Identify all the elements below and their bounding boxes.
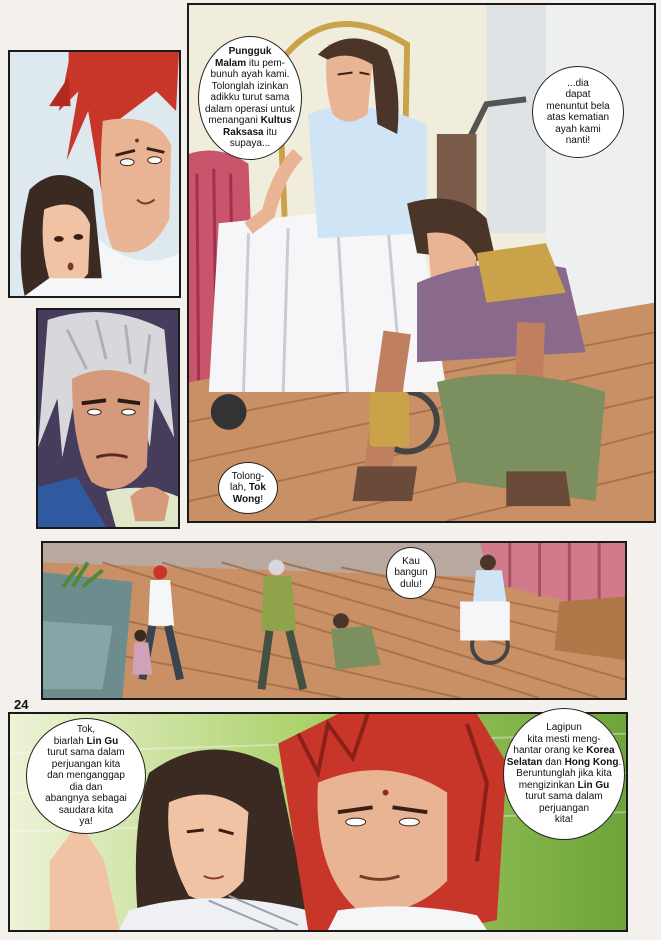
b4-text-run: dulu!	[400, 578, 422, 590]
b5-line	[45, 747, 127, 759]
b2-text-run: atas kematian	[546, 112, 610, 123]
b6-text-run: Selatan	[506, 756, 543, 768]
b2-line	[546, 89, 609, 101]
b1-line	[205, 104, 295, 116]
b1-line	[205, 46, 295, 58]
b5-text-run: dia dan	[69, 781, 103, 793]
b2-text-run: ayah kami	[555, 123, 601, 135]
b3-text-run: Tolong-	[231, 470, 265, 482]
b1-line	[205, 92, 295, 104]
speech-bubble-6-text	[507, 722, 621, 826]
b5-text-run: biarlah	[53, 735, 87, 747]
b1-line	[205, 115, 295, 127]
b4-text-run: Kau	[402, 555, 420, 567]
b6-text-run: kita!	[554, 814, 574, 826]
speech-bubble-2	[532, 66, 624, 158]
speech-bubble-3	[218, 462, 278, 514]
b6-text-run: hantar orang ke	[513, 745, 587, 757]
b6-line	[507, 791, 621, 803]
b5-text-run: dan menganggap	[47, 770, 125, 782]
silver-haired-man-closeup-panel	[36, 308, 180, 529]
b6-text-run: Korea	[586, 745, 615, 757]
b6-text-run: Hong Kong	[564, 756, 619, 768]
b1-text-run: adikku turut sama	[210, 92, 290, 104]
b1-line	[205, 138, 295, 150]
speech-bubble-3-text	[230, 471, 266, 506]
b1-line	[205, 81, 295, 93]
b2-line	[546, 112, 609, 124]
b6-text-run: mengizinkan	[518, 779, 578, 791]
b4-line	[394, 579, 427, 591]
room-wide-view-panel	[41, 541, 627, 700]
b3-text-run: Tok	[248, 482, 266, 494]
b6-text-run: .	[618, 756, 622, 768]
b6-text-run: dan	[542, 756, 565, 768]
speech-bubble-6	[503, 708, 625, 840]
b6-line	[507, 745, 621, 757]
b5-line	[45, 724, 127, 736]
b5-line	[45, 759, 127, 771]
panel-1-art	[10, 52, 179, 296]
b6-line	[507, 768, 621, 780]
b6-text-run: Lin Gu	[577, 779, 610, 791]
b6-line	[507, 734, 621, 746]
b4-text-run: bangun	[394, 567, 428, 579]
b2-text-run: ...dia	[567, 77, 589, 89]
b3-line	[230, 482, 266, 494]
page-number: 24	[14, 697, 29, 712]
b5-text-run: saudara kita	[58, 804, 114, 816]
b5-line	[45, 793, 127, 805]
b6-text-run: perjuangan	[538, 802, 590, 814]
b1-text-run: bunuh ayah kami.	[210, 69, 290, 81]
b6-line	[507, 757, 621, 769]
b2-text-run: nanti!	[565, 135, 591, 146]
b6-text-run: kita mesti meng-	[527, 733, 601, 745]
b4-line	[394, 556, 427, 568]
b5-text-run: ya!	[79, 816, 93, 828]
b1-text-run: menangani	[208, 115, 261, 127]
speech-bubble-5	[26, 718, 146, 834]
b5-line	[45, 805, 127, 817]
b6-line	[507, 722, 621, 734]
speech-bubble-1-text	[205, 46, 295, 150]
b2-text-run: menuntut bela	[546, 100, 610, 112]
b5-line	[45, 770, 127, 782]
b5-line	[45, 736, 127, 748]
b2-text-run: dapat	[565, 89, 591, 100]
speech-bubble-4-text	[394, 556, 427, 591]
b1-text-run: Pungguk	[228, 46, 272, 58]
speech-bubble-2-text	[546, 78, 609, 147]
b5-text-run: abangnya sebagai	[45, 793, 127, 805]
b1-text-run: itu	[263, 126, 277, 138]
b1-text-run: dalam operasi untuk	[204, 103, 296, 115]
b6-text-run: turut sama dalam	[525, 791, 603, 803]
panel-3-art	[38, 310, 178, 527]
b3-text-run: lah,	[230, 482, 249, 494]
b6-line	[507, 780, 621, 792]
b3-line	[230, 494, 266, 506]
b1-line	[205, 69, 295, 81]
b2-line	[546, 101, 609, 113]
b2-line	[546, 78, 609, 90]
b3-line	[230, 471, 266, 483]
b6-line	[507, 814, 621, 826]
b4-line	[394, 567, 427, 579]
b6-text-run: Lagipun	[546, 722, 582, 734]
speech-bubble-4	[386, 547, 436, 599]
b5-line	[45, 782, 127, 794]
b5-text-run: Tok,	[76, 724, 96, 736]
b1-text-run: Kultus	[260, 115, 292, 127]
speech-bubble-1	[198, 36, 302, 160]
b1-line	[205, 58, 295, 70]
b5-text-run: turut sama dalam	[47, 747, 125, 759]
b1-text-run: Raksasa	[223, 126, 264, 138]
b3-text-run: !	[260, 493, 264, 505]
b6-line	[507, 803, 621, 815]
b3-text-run: Wong	[232, 493, 261, 505]
b1-text-run: supaya...	[229, 138, 271, 150]
red-haired-man-and-girl-panel	[8, 50, 181, 298]
b1-text-run: Tolonglah izinkan	[211, 80, 289, 92]
b2-line	[546, 124, 609, 136]
b1-line	[205, 127, 295, 139]
b5-text-run: perjuangan kita	[51, 758, 121, 770]
b1-text-run: Malam	[214, 57, 247, 69]
b2-line	[546, 135, 609, 147]
speech-bubble-5-text	[45, 724, 127, 828]
b6-text-run: Beruntunglah jika kita	[516, 768, 612, 780]
b5-line	[45, 816, 127, 828]
b5-text-run: Lin Gu	[86, 735, 119, 747]
panel-4-art	[43, 543, 625, 698]
b1-text-run: itu pem-	[246, 57, 286, 69]
